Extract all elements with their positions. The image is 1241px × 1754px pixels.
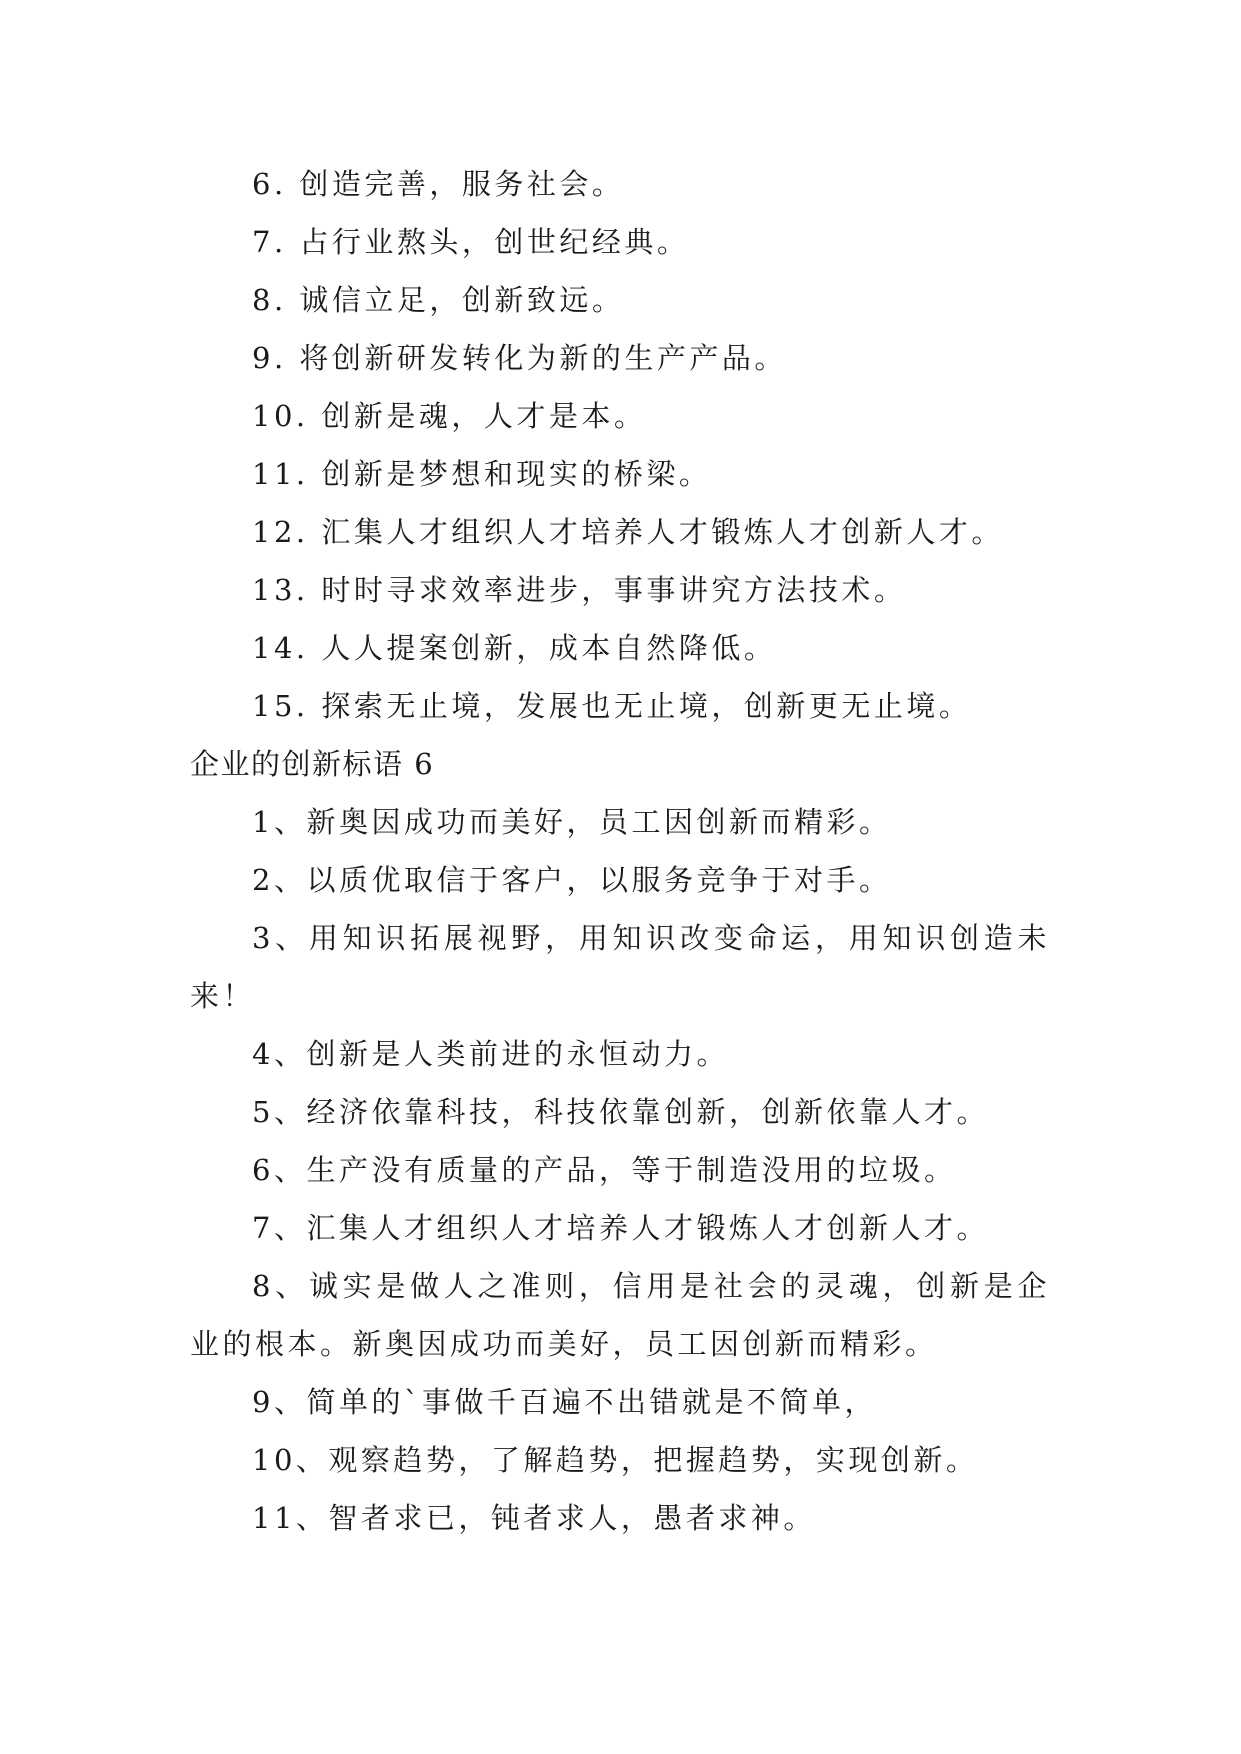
- list-item: 7、汇集人才组织人才培养人才锻炼人才创新人才。: [252, 1211, 989, 1245]
- section-heading: 企业的创新标语 6: [190, 747, 435, 781]
- list-item: 3、用知识拓展视野，用知识改变命运，用知识创造未来！: [190, 921, 1050, 1013]
- document-body: [190, 155, 1050, 1547]
- list-item: 6、生产没有质量的产品，等于制造没用的垃圾。: [252, 1153, 957, 1187]
- list-item: 11. 创新是梦想和现实的桥梁。: [252, 457, 712, 491]
- list-item: 2、以质优取信于客户，以服务竞争于对手。: [252, 863, 892, 897]
- list-item: 7. 占行业熬头，创世纪经典。: [252, 225, 690, 259]
- list-item: 10. 创新是魂，人才是本。: [252, 399, 647, 433]
- list-item: 9、简单的`事做千百遍不出错就是不简单，: [252, 1385, 877, 1419]
- list-item: 4、创新是人类前进的永恒动力。: [252, 1037, 729, 1071]
- list-item: 6. 创造完善，服务社会。: [252, 167, 625, 201]
- list-item: 14. 人人提案创新，成本自然降低。: [252, 631, 777, 665]
- list-item: 10、观察趋势，了解趋势，把握趋势，实现创新。: [252, 1443, 979, 1477]
- list-item: 5、经济依靠科技，科技依靠创新，创新依靠人才。: [252, 1095, 989, 1129]
- list-item: 15. 探索无止境，发展也无止境，创新更无止境。: [252, 689, 972, 723]
- list-item: 13. 时时寻求效率进步，事事讲究方法技术。: [252, 573, 907, 607]
- list-item: 11、智者求已，钝者求人，愚者求神。: [252, 1501, 816, 1535]
- list-item: 8. 诚信立足，创新致远。: [252, 283, 625, 317]
- list-item: 12. 汇集人才组织人才培养人才锻炼人才创新人才。: [252, 515, 1004, 549]
- list-item: 8、诚实是做人之准则，信用是社会的灵魂，创新是企业的根本。新奥因成功而美好，员工因创新而精彩。: [190, 1269, 1050, 1361]
- list-item: 9. 将创新研发转化为新的生产产品。: [252, 341, 787, 375]
- list-item: 1、新奥因成功而美好，员工因创新而精彩。: [252, 805, 892, 839]
